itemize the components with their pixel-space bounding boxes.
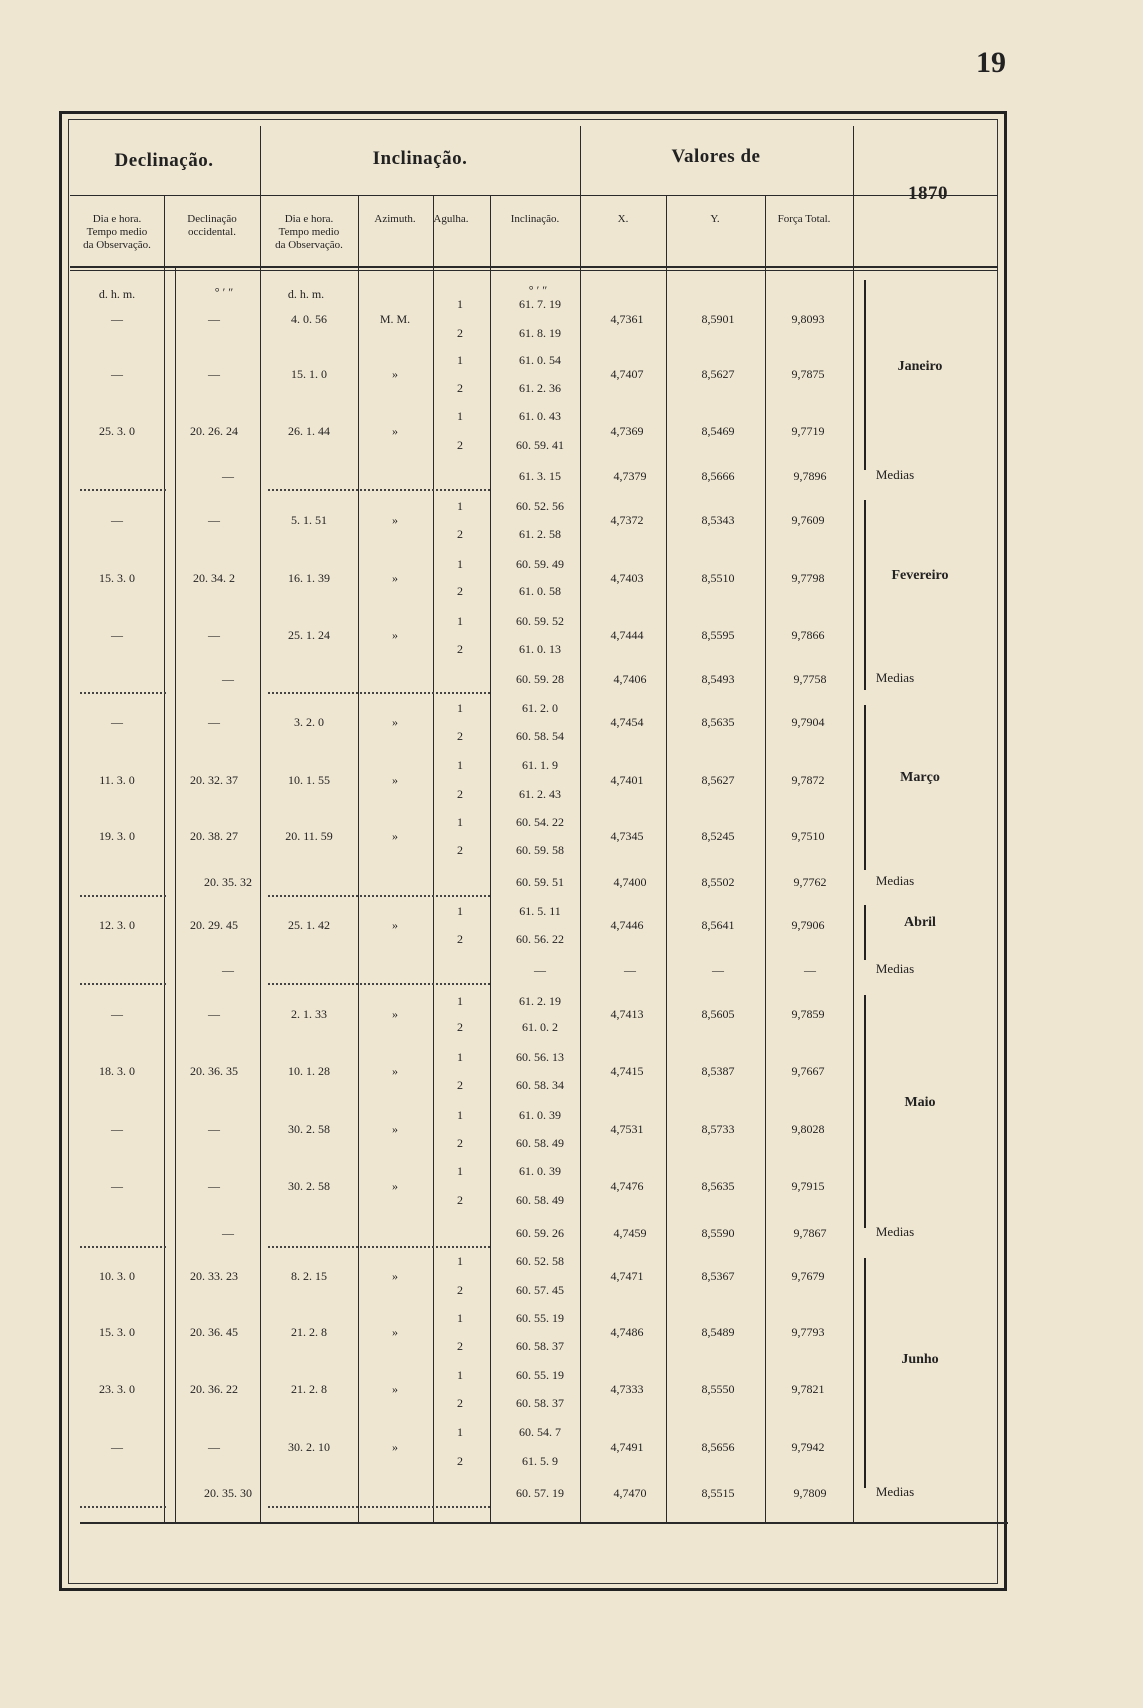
needle-number: 2: [457, 438, 463, 452]
y-value: 8,5245: [701, 829, 735, 843]
x-value: 4,7401: [610, 772, 644, 787]
x-value: 4,7454: [610, 715, 644, 729]
dotted-rule: [268, 983, 490, 985]
needle-number: 1: [457, 1050, 463, 1064]
avg-decl: —: [222, 963, 234, 977]
inclination-value: 60. 59. 52: [516, 614, 564, 628]
column-header: Força Total.: [777, 213, 831, 225]
incl-time: 16. 1. 39: [288, 570, 330, 585]
month-brace: [864, 500, 866, 690]
y-value: 8,5595: [701, 628, 735, 642]
force-total: 9,7904: [791, 715, 825, 729]
needle-number: 2: [457, 381, 463, 395]
y-value: 8,5656: [701, 1439, 735, 1454]
incl-time: 30. 2. 58: [288, 1122, 330, 1136]
incl-time: 30. 2. 10: [288, 1439, 330, 1454]
column-rule: [164, 195, 165, 1522]
needle-number: 1: [457, 499, 463, 513]
decl-time: —: [111, 628, 123, 642]
avg-incl: 60. 59. 26: [516, 1226, 564, 1240]
dotted-rule: [80, 489, 166, 491]
dotted-rule: [80, 1506, 166, 1508]
avg-force: 9,7758: [793, 672, 827, 686]
avg-incl: 60. 59. 51: [516, 875, 564, 889]
decl-value: —: [208, 1178, 220, 1193]
column-header: Dia e hora. Tempo medio da Observação.: [275, 213, 343, 251]
inclination-value: 61. 1. 9: [522, 758, 558, 772]
decl-value: 20. 36. 45: [190, 1325, 238, 1339]
needle-number: 2: [457, 1396, 463, 1410]
inclination-value: 61. 2. 43: [519, 787, 561, 801]
page-number: 19: [976, 46, 1006, 79]
y-value: 8,5635: [701, 715, 735, 729]
month-label: Março: [900, 770, 940, 785]
y-value: 8,5901: [701, 311, 735, 326]
needle-number: 1: [457, 1425, 463, 1439]
azimuth: »: [392, 423, 398, 438]
avg-x: 4,7470: [613, 1486, 647, 1500]
month-label: Abril: [904, 915, 936, 930]
needle-number: 1: [457, 904, 463, 918]
inclination-value: 61. 0. 39: [519, 1108, 561, 1122]
inclination-value: 60. 54. 22: [516, 815, 564, 829]
decl-time: —: [111, 513, 123, 527]
avg-force: 9,7867: [793, 1226, 827, 1240]
avg-force: 9,7762: [793, 875, 827, 889]
x-value: 4,7407: [610, 367, 644, 381]
decl-time: 15. 3. 0: [99, 570, 135, 585]
avg-y: 8,5590: [701, 1226, 735, 1240]
needle-number: 1: [457, 409, 463, 423]
avg-y: 8,5493: [701, 672, 735, 686]
avg-force: —: [804, 963, 816, 977]
dotted-rule: [80, 1246, 166, 1248]
azimuth: »: [392, 570, 398, 585]
incl-time: 10. 1. 55: [288, 772, 330, 787]
column-header: Dia e hora. Tempo medio da Observação.: [83, 213, 151, 251]
dotted-rule: [268, 692, 490, 694]
unit-label-dms: ° ′ ″: [214, 285, 234, 299]
column-header: Declinação occidental.: [187, 213, 237, 238]
azimuth: »: [392, 1007, 398, 1021]
needle-number: 2: [457, 932, 463, 946]
avg-force: 9,7809: [793, 1486, 827, 1500]
inclination-value: 61. 0. 13: [519, 642, 561, 656]
decl-time: 23. 3. 0: [99, 1382, 135, 1396]
needle-number: 1: [457, 1108, 463, 1122]
x-value: 4,7345: [610, 829, 644, 843]
column-rule: [433, 195, 434, 1522]
needle-number: 2: [457, 326, 463, 340]
column-header: Azimuth.: [374, 213, 416, 225]
needle-number: 1: [457, 1368, 463, 1382]
month-label: Janeiro: [897, 359, 943, 374]
medias-label: Medias: [875, 1224, 915, 1239]
dotted-rule: [80, 692, 166, 694]
month-brace: [864, 280, 866, 470]
column-rule: [765, 195, 766, 1522]
needle-number: 2: [457, 1136, 463, 1150]
x-value: 4,7369: [610, 423, 644, 438]
needle-number: 1: [457, 297, 463, 311]
inclination-value: 60. 58. 49: [516, 1136, 564, 1150]
avg-x: 4,7400: [613, 875, 647, 889]
inclination-value: 61. 0. 43: [519, 409, 561, 423]
decl-value: 20. 38. 27: [190, 829, 238, 843]
decl-value: 20. 36. 35: [190, 1064, 238, 1078]
force-total: 9,7719: [791, 423, 825, 438]
needle-number: 1: [457, 353, 463, 367]
decl-value: 20. 34. 2: [193, 570, 235, 585]
force-total: 9,7821: [791, 1382, 825, 1396]
avg-decl: —: [222, 1226, 234, 1240]
inclination-value: 60. 58. 54: [516, 729, 564, 743]
decl-time: 25. 3. 0: [99, 423, 135, 438]
y-value: 8,5605: [701, 1007, 735, 1021]
row-rule: [70, 195, 998, 196]
x-value: 4,7476: [610, 1178, 644, 1193]
dotted-rule: [80, 983, 166, 985]
avg-x: —: [624, 963, 636, 977]
azimuth: »: [392, 1325, 398, 1339]
medias-label: Medias: [875, 467, 915, 482]
avg-incl: 60. 57. 19: [516, 1486, 564, 1500]
avg-decl: 20. 35. 30: [204, 1486, 252, 1500]
needle-number: 2: [457, 1078, 463, 1092]
avg-y: 8,5515: [701, 1486, 735, 1500]
dotted-rule: [268, 895, 490, 897]
incl-time: 21. 2. 8: [291, 1325, 327, 1339]
y-value: 8,5343: [701, 513, 735, 527]
force-total: 9,7859: [791, 1007, 825, 1021]
needle-number: 2: [457, 1454, 463, 1468]
incl-time: 25. 1. 24: [288, 628, 330, 642]
inclination-value: 61. 2. 19: [519, 994, 561, 1008]
medias-label: Medias: [875, 873, 915, 888]
decl-value: 20. 29. 45: [190, 918, 238, 932]
inclination-value: 60. 58. 37: [516, 1339, 564, 1353]
column-header: X.: [617, 213, 629, 225]
needle-number: 1: [457, 557, 463, 571]
dotted-rule: [268, 1246, 490, 1248]
incl-time: 21. 2. 8: [291, 1382, 327, 1396]
inclination-value: 61. 2. 58: [519, 527, 561, 541]
decl-value: 20. 32. 37: [190, 772, 238, 787]
avg-x: 4,7379: [613, 469, 647, 483]
row-rule: [70, 266, 998, 268]
incl-time: 20. 11. 59: [285, 829, 333, 843]
dotted-rule: [268, 1506, 490, 1508]
avg-y: 8,5502: [701, 875, 735, 889]
force-total: 9,7872: [791, 772, 825, 787]
needle-number: 1: [457, 1164, 463, 1178]
y-value: 8,5627: [701, 367, 735, 381]
decl-time: —: [111, 1122, 123, 1136]
inclination-value: 61. 7. 19: [519, 297, 561, 311]
column-rule: [853, 126, 854, 1522]
avg-x: 4,7459: [613, 1226, 647, 1240]
inclination-value: 60. 56. 22: [516, 932, 564, 946]
force-total: 9,8093: [791, 311, 825, 326]
medias-label: Medias: [875, 961, 915, 976]
force-total: 9,7510: [791, 829, 825, 843]
month-label: Maio: [904, 1095, 936, 1110]
needle-number: 1: [457, 701, 463, 715]
medias-label: Medias: [875, 670, 915, 685]
azimuth: »: [392, 367, 398, 381]
avg-decl: —: [222, 469, 234, 483]
decl-time: 11. 3. 0: [99, 772, 135, 787]
x-value: 4,7372: [610, 513, 644, 527]
avg-force: 9,7896: [793, 469, 827, 483]
azimuth: »: [392, 1439, 398, 1454]
incl-time: 2. 1. 33: [291, 1007, 327, 1021]
force-total: 9,7798: [791, 570, 825, 585]
inclination-value: 60. 55. 19: [516, 1311, 564, 1325]
decl-time: —: [111, 311, 123, 326]
x-value: 4,7444: [610, 628, 644, 642]
group-year: 1870: [908, 183, 948, 204]
y-value: 8,5489: [701, 1325, 735, 1339]
needle-number: 2: [457, 843, 463, 857]
inclination-value: 61. 5. 11: [519, 904, 561, 918]
unit-label-dms: ° ′ ″: [528, 283, 548, 297]
y-value: 8,5641: [701, 918, 735, 932]
inclination-value: 60. 55. 19: [516, 1368, 564, 1382]
decl-value: 20. 36. 22: [190, 1382, 238, 1396]
needle-number: 2: [457, 1193, 463, 1207]
x-value: 4,7446: [610, 918, 644, 932]
inclination-value: 61. 2. 0: [522, 701, 558, 715]
force-total: 9,7942: [791, 1439, 825, 1454]
incl-time: 30. 2. 58: [288, 1178, 330, 1193]
month-label: Fevereiro: [891, 568, 949, 583]
needle-number: 1: [457, 614, 463, 628]
force-total: 9,7866: [791, 628, 825, 642]
needle-number: 2: [457, 527, 463, 541]
row-rule: [80, 1522, 1008, 1524]
column-rule: [490, 195, 491, 1522]
decl-value: —: [208, 367, 220, 381]
column-rule: [580, 126, 581, 195]
inclination-value: 61. 0. 2: [522, 1020, 558, 1034]
column-rule: [260, 195, 261, 1522]
needle-number: 1: [457, 815, 463, 829]
avg-incl: 61. 3. 15: [519, 469, 561, 483]
y-value: 8,5510: [701, 570, 735, 585]
incl-time: 26. 1. 44: [288, 423, 330, 438]
needle-number: 2: [457, 642, 463, 656]
x-value: 4,7531: [610, 1122, 644, 1136]
inclination-value: 60. 59. 58: [516, 843, 564, 857]
avg-incl: —: [534, 963, 546, 977]
force-total: 9,7793: [791, 1325, 825, 1339]
inclination-value: 60. 56. 13: [516, 1050, 564, 1064]
needle-number: 2: [457, 729, 463, 743]
x-value: 4,7333: [610, 1382, 644, 1396]
avg-y: 8,5666: [701, 469, 735, 483]
y-value: 8,5367: [701, 1268, 735, 1283]
x-value: 4,7413: [610, 1007, 644, 1021]
avg-decl: —: [222, 672, 234, 686]
y-value: 8,5469: [701, 423, 735, 438]
inclination-value: 60. 59. 41: [516, 438, 564, 452]
avg-decl: 20. 35. 32: [204, 875, 252, 889]
decl-value: 20. 26. 24: [190, 423, 238, 438]
decl-time: —: [111, 1007, 123, 1021]
needle-number: 2: [457, 584, 463, 598]
x-value: 4,7403: [610, 570, 644, 585]
dotted-rule: [268, 489, 490, 491]
force-total: 9,7906: [791, 918, 825, 932]
x-value: 4,7486: [610, 1325, 644, 1339]
avg-incl: 60. 59. 28: [516, 672, 564, 686]
azimuth: M. M.: [379, 311, 411, 326]
x-value: 4,7361: [610, 311, 644, 326]
decl-value: —: [208, 1439, 220, 1454]
month-brace: [864, 705, 866, 870]
force-total: 9,7875: [791, 367, 825, 381]
month-label: Junho: [901, 1352, 939, 1367]
inclination-value: 61. 2. 36: [519, 381, 561, 395]
group-valores: Valores de: [671, 146, 761, 167]
y-value: 8,5635: [701, 1178, 735, 1193]
avg-y: —: [712, 963, 724, 977]
azimuth: »: [392, 628, 398, 642]
needle-number: 1: [457, 758, 463, 772]
medias-label: Medias: [875, 1484, 915, 1499]
decl-time: —: [111, 367, 123, 381]
needle-number: 2: [457, 1020, 463, 1034]
incl-time: 8. 2. 15: [291, 1268, 327, 1283]
y-value: 8,5627: [701, 772, 735, 787]
inclination-value: 60. 54. 7: [519, 1425, 561, 1439]
column-header: Agulha.: [433, 213, 469, 225]
needle-number: 2: [457, 1339, 463, 1353]
incl-time: 5. 1. 51: [291, 513, 327, 527]
force-total: 9,7667: [791, 1064, 825, 1078]
decl-time: —: [111, 1439, 123, 1454]
row-rule: [70, 270, 998, 271]
azimuth: »: [392, 1178, 398, 1193]
incl-time: 15. 1. 0: [291, 367, 327, 381]
inclination-value: 61. 0. 54: [519, 353, 561, 367]
incl-time: 25. 1. 42: [288, 918, 330, 932]
decl-value: —: [208, 513, 220, 527]
needle-number: 2: [457, 787, 463, 801]
column-header: Y.: [710, 213, 720, 225]
azimuth: »: [392, 772, 398, 787]
incl-time: 4. 0. 56: [291, 311, 327, 326]
needle-number: 1: [457, 1254, 463, 1268]
decl-time: 15. 3. 0: [99, 1325, 135, 1339]
decl-time: 18. 3. 0: [99, 1064, 135, 1078]
force-total: 9,7609: [791, 513, 825, 527]
azimuth: »: [392, 829, 398, 843]
needle-number: 2: [457, 1283, 463, 1297]
inclination-value: 61. 0. 39: [519, 1164, 561, 1178]
inclination-value: 60. 59. 49: [516, 557, 564, 571]
column-rule: [666, 195, 667, 1522]
y-value: 8,5733: [701, 1122, 735, 1136]
inclination-value: 60. 58. 37: [516, 1396, 564, 1410]
group-declinacao: Declinação.: [114, 150, 214, 171]
azimuth: »: [392, 1268, 398, 1283]
inclination-value: 61. 0. 58: [519, 584, 561, 598]
azimuth: »: [392, 1064, 398, 1078]
needle-number: 1: [457, 1311, 463, 1325]
decl-value: —: [208, 628, 220, 642]
incl-time: 3. 2. 0: [294, 715, 324, 729]
y-value: 8,5387: [701, 1064, 735, 1078]
group-inclinacao: Inclinação.: [372, 148, 468, 169]
azimuth: »: [392, 1382, 398, 1396]
unit-label-dhm: d. h. m.: [98, 287, 136, 301]
decl-time: —: [111, 715, 123, 729]
decl-time: —: [111, 1178, 123, 1193]
month-brace: [864, 905, 866, 960]
decl-value: —: [208, 1122, 220, 1136]
decl-time: 10. 3. 0: [99, 1268, 135, 1283]
x-value: 4,7471: [610, 1268, 644, 1283]
azimuth: »: [392, 918, 398, 932]
month-brace: [864, 995, 866, 1228]
dotted-rule: [80, 895, 166, 897]
force-total: 9,7679: [791, 1268, 825, 1283]
incl-time: 10. 1. 28: [288, 1064, 330, 1078]
column-rule: [358, 195, 359, 1522]
force-total: 9,8028: [791, 1122, 825, 1136]
azimuth: »: [392, 715, 398, 729]
inclination-value: 60. 57. 45: [516, 1283, 564, 1297]
inclination-value: 61. 5. 9: [522, 1454, 558, 1468]
inclination-value: 60. 58. 49: [516, 1193, 564, 1207]
azimuth: »: [392, 1122, 398, 1136]
decl-time: 19. 3. 0: [99, 829, 135, 843]
unit-label-dhm: d. h. m.: [287, 287, 325, 301]
x-value: 4,7491: [610, 1439, 644, 1454]
decl-value: —: [208, 715, 220, 729]
inclination-value: 61. 8. 19: [519, 326, 561, 340]
force-total: 9,7915: [791, 1178, 825, 1193]
needle-number: 1: [457, 994, 463, 1008]
y-value: 8,5550: [701, 1382, 735, 1396]
decl-value: —: [208, 311, 220, 326]
decl-time: 12. 3. 0: [99, 918, 135, 932]
decl-value: —: [208, 1007, 220, 1021]
decl-value: 20. 33. 23: [190, 1268, 238, 1283]
avg-x: 4,7406: [613, 672, 647, 686]
column-header: Inclinação.: [510, 213, 560, 225]
inclination-value: 60. 52. 56: [516, 499, 564, 513]
inclination-value: 60. 58. 34: [516, 1078, 564, 1092]
month-brace: [864, 1258, 866, 1488]
inclination-value: 60. 52. 58: [516, 1254, 564, 1268]
azimuth: »: [392, 513, 398, 527]
x-value: 4,7415: [610, 1064, 644, 1078]
